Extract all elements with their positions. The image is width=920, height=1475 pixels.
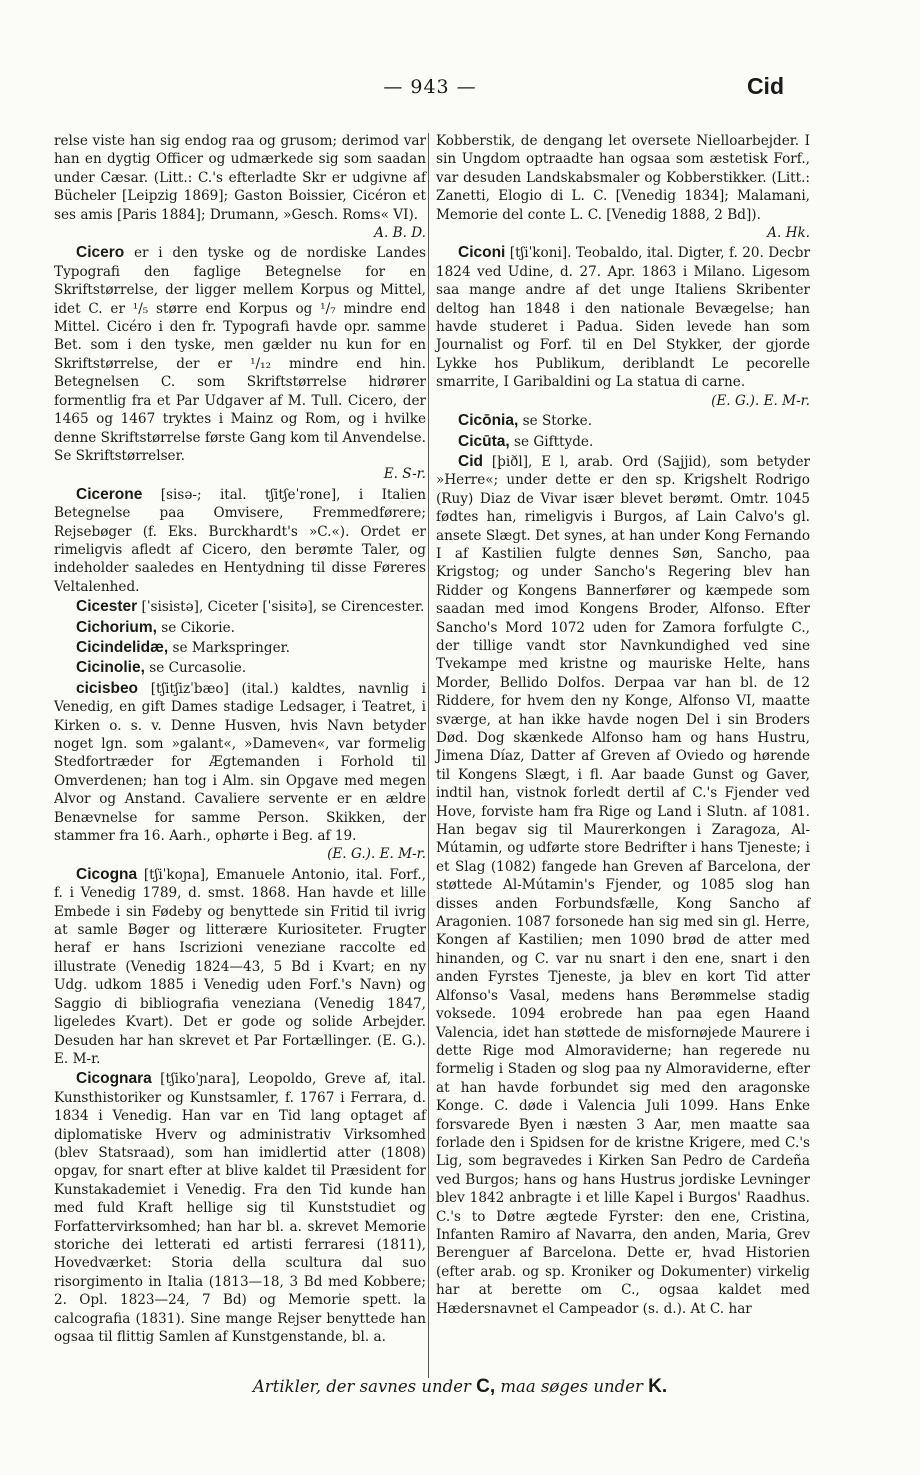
- dictionary-entry: [54, 244, 426, 465]
- page-number: — 943 —: [383, 76, 477, 98]
- entry-text: se Gifttyde.: [514, 433, 594, 450]
- entry-text: [tʃitʃizˈbæo] (ital.) kaldtes, navnlig i Venedig, en gift Dames stadige Ledsager, i Teatret, i Kirken o. s. v. Denne Husven, hvis Navn betyder noget lgn. som »galant«, »Dameven«, var formelig Stedfortræder for Ægtemanden i Forhold til Omverdenen; han tog i Alm. sin Opgave med megen Alvor og Anstand. Cavaliere servente er en ældre Benævnelse for samme Person. Skikken, der stammer fra 16. Aarh., ophørte i Beg. af 19.: [54, 680, 426, 845]
- dictionary-entry: [54, 680, 426, 846]
- entry-signature: A. Hk.: [767, 225, 810, 242]
- dictionary-entry: [436, 244, 810, 391]
- entry-headword: Cicūta,: [458, 432, 510, 450]
- entry-headword: Cicindelidæ,: [76, 638, 169, 656]
- entry-text: se Storke.: [522, 413, 593, 430]
- footer-note: [0, 1376, 920, 1398]
- entry-headword: Cid: [458, 452, 483, 470]
- left-column: [54, 132, 426, 1346]
- footer-text-middle: maa søges under: [500, 1377, 643, 1396]
- entry-text: [þiðl], E l, arab. Ord (Sajjid), som betyder »Herre«; under dette er den sp. Krigshelt Rodrigo (Ruy) Diaz de Vivar især blevet berømt. Omtr. 1045 fødtes han, rimeligvis i Burgos, af Lain Calvo's gl. ansete Slægt. Det synes, at han under Kong Fernando I af Kastilien fulgte dennes Søn, Sancho, paa Krigstog; og under Sancho's Regering blev han Ridder og Kongens Bannerfører og kæmpede som saadan med imod Kongens Broder, Alfonso. Efter Sancho's Mord 1072 uden for Zamora forfulgte C., der tillige vandt stor Navnkundighed ved sine Tvekampe med kristne og mauriske Helte, hans Morder, Bellido Dolfos. Derpaa var han bl. de 12 Riddere, for hvem den ny Konge, Alfonso VI, maatte sværge, at han ikke havde nogen Del i sin Broders Død. Dog skænkede Alfonso ham og hans Hustru, Jimena Díaz, Datter af Greven af Oviedo og hørende til Kongens Slægt, i fl. Aar baade Gunst og Gaver, indtil han, vistnok forledt dertil af C.'s Fjender ved Hove, forviste ham fra Rige og Land i Slutn. af 1081. Han begav sig til Maurerkongen i Zaragoza, Al-Mútamin, og udførte store Bedrifter i hans Tjeneste; i et Slag (1082) fangede han Greven af Barcelona, der støttede Al-Mútamin's Fjender, og 1085 slog han disses anden Forbundsfælle, Kong Sancho af Aragonien. 1087 forsonede han sig med sin gl. Herre, Kongen af Kastilien; men 1090 brød de atter med hinanden, og C. var nu snart i den ene, snart i den anden Fyrstes Tjeneste, ja blev en kort Tid atter Alfonso's Vasal, medens hans Berømmelse stadig voksede. 1094 erobrede han paa egen Haand Valencia, idet han støttede de misfornøjede Maurere i dette Rige mod Almoraviderne; han regerede nu formelig i Staden og slog paa ny Almoraviderne, efter at han havde forbundet sig med den aragonske Konge. C. døde i Valencia Juli 1099. Hans Enke forsvarede Byen i næsten 3 Aar, men maatte saa forlade den i Spidsen for de kristne Krigere, med C.'s Lig, som begravedes i Kirken San Pedro de Cardeña ved Burgos; hans og hans Hustrus jordiske Levninger blev 1842 anbragte i et lille Kapel i Burgos' Raadhus. C.'s to Døtre ægtede Fyrster: den ene, Cristina, Infanten Ramiro af Navarra, den anden, Maria, Grev Berenguer af Barcelona. Dette er, hvad Historien (efter arab. og sp. Kroniker og Dokumenter) virkelig har at berette om C., ogsaa kaldet med Hædersnavnet el Campeador (s. d.). At C. har: [436, 453, 810, 1317]
- right-column: [436, 132, 810, 1318]
- running-head: Cid: [746, 73, 784, 99]
- dictionary-entry: [54, 132, 426, 224]
- entry-headword: Cicero: [76, 244, 125, 262]
- entry-signature: A. B. D.: [374, 225, 426, 242]
- dictionary-entry: [54, 659, 426, 677]
- footer-letter-c: C,: [476, 1376, 496, 1397]
- footer-letter-k: K.: [648, 1376, 668, 1397]
- entry-text: Kobberstik, de dengang let oversete Nielloarbejder. I sin Ungdom optraadte han ogsaa som æstetisk Forf., var desuden Landskabsmaler og Kobberstikker. (Litt.: Zanetti, Elogio di L. C. [Venedig 1834]; Malamani, Memorie del conte L. C. [Venedig 1888, 2 Bd]).: [436, 133, 810, 223]
- entry-signature: (E. G.). E. M-r.: [711, 392, 810, 409]
- dictionary-entry: [436, 433, 810, 451]
- dictionary-entry: [436, 453, 810, 1318]
- entry-text: [tʃikoˈɲara], Leopoldo, Greve af, ital. Kunsthistoriker og Kunstsamler, f. 1767 i Ferrara, d. 1834 i Venedig. Han var en Tid lang optaget af diplomatiske Hverv og administrativ Virksomhed (blev Statsraad), som han imidlertid atter (1808) opgav, for snart efter at blive kaldet til Præsident for Kunstakademiet i Venedig. Fra den Tid kunde han med fuld Kraft hellige sig til Kunststudiet og Forfattervirksomhed; han har bl. a. skrevet Memorie storiche dei letterati ed artisti ferraresi (1811), Hovedværket: Storia della scultura dal suo risorgimento in Italia (1813—18, 3 Bd med Kobbere; 2. Opl. 1823—24, 7 Bd) og Memorie spett. la calcografia (1831). Sine mange Rejser benyttede han ogsaa til flittig Samlen af Kunstgenstande, bl. a.: [54, 1071, 426, 1345]
- dictionary-entry: [436, 132, 810, 224]
- entry-text: relse viste han sig endog raa og grusom; derimod var han en dygtig Officer og udmærkede sig som saadan under Cæsar. (Litt.: C.'s efterladte Skr er udgivne af Bücheler [Leipzig 1869]; Gaston Boissier, Cicéron et ses amis [Paris 1884]; Drumann, »Gesch. Roms« VI).: [54, 133, 426, 223]
- entry-text: se Markspringer.: [172, 639, 290, 656]
- entry-signature: (E. G.). E. M-r.: [327, 846, 426, 863]
- dictionary-entry: [436, 412, 810, 430]
- entry-text: [sisə-; ital. tʃitʃeˈrone], i Italien Betegnelse paa Omvisere, Fremmedførere; Rejsebøger (f. Eks. Burckhardt's »C.«). Ordet er rimeligvis afledt af Cicero, den berømte Taler, og indeholder saaledes en Hentydning til disse Føreres Veltalenhed.: [54, 486, 426, 595]
- entry-text: se Curcasolie.: [149, 660, 247, 677]
- entry-headword: Cicinolie,: [76, 659, 145, 677]
- entry-text: er i den tyske og de nordiske Landes Typografi den faglige Betegnelse for en Skriftstørrelse, der ligger mellem Korpus og Mittel, idet C. er ¹/₅ større end Korpus og ¹/₇ mindre end Mittel. Cicéro i den fr. Typografi havde opr. samme Bet. som i den tyske, men gælder nu kun for en Skriftstørrelse, der er ¹/₁₂ mindre end hin. Betegnelsen C. som Skriftstørrelse hidrører formentlig fra et Par Udgaver af M. Tull. Cicero, der 1465 og 1467 tryktes i Mainz og Rom, og i hvilke denne Skriftstørrelse første Gang kom til Anvendelse. Se Skriftstørrelser.: [54, 245, 426, 464]
- dictionary-entry: [54, 486, 426, 596]
- dictionary-entry: [54, 598, 426, 616]
- dictionary-entry: [54, 619, 426, 637]
- dictionary-entry: [54, 1070, 426, 1346]
- entry-headword: Cicerone: [76, 485, 143, 503]
- dictionary-entry: [54, 639, 426, 657]
- entry-headword: Cicognara: [76, 1070, 152, 1088]
- entry-headword: Cicōnia,: [458, 412, 519, 430]
- entry-text: [ˈsisistə], Ciceter [ˈsisitə], se Cirencester.: [141, 599, 425, 616]
- entry-headword: Cicogna: [76, 865, 138, 883]
- entry-text: [tʃiˈkoni]. Teobaldo, ital. Digter, f. 20. Decbr 1824 ved Udine, d. 27. Apr. 1863 i Milano. Ligesom saa mange andre af det unge Italiens Skribenter deltog han 1848 i den nationale Bevægelse; han havde studeret i Padua. Siden levede han som Journalist og Forf. til en Del Stykker, der gjorde Lykke hos Publikum, deriblandt Le pecorelle smarrite, I Garibaldini og La statua di carne.: [436, 245, 810, 391]
- entry-text: [tʃiˈkoɲa], Emanuele Antonio, ital. Forf., f. i Venedig 1789, d. smst. 1868. Han havde et lille Embede i sin Fødeby og benyttede sin Fritid til ivrig at samle Bøger og litterære Kuriositeter. Frugter heraf er hans Iscrizioni veneziane raccolte ed illustrate (Venedig 1824—43, 5 Bd i Kvart; en ny Udg. udkom 1885 i Venedig uden Forf.'s Navn) og Saggio di bibliografia veneziana (Venedig 1847, ligeledes Kvart). Det er gode og solide Arbejder. Desuden har han skrevet et Par Fortællinger. (E. G.). E. M-r.: [54, 866, 426, 1067]
- dictionary-entry: [54, 866, 426, 1068]
- footer-text-before: Artikler, der savnes under: [252, 1377, 471, 1396]
- entry-headword: Ciconi: [458, 244, 506, 262]
- column-divider: [428, 133, 429, 1378]
- entry-text: se Cikorie.: [161, 619, 236, 636]
- entry-signature: E. S-r.: [383, 466, 426, 483]
- entry-headword: Cicester: [76, 598, 138, 616]
- entry-headword: Cichorium,: [76, 618, 157, 636]
- entry-headword: cicisbeo: [76, 679, 139, 697]
